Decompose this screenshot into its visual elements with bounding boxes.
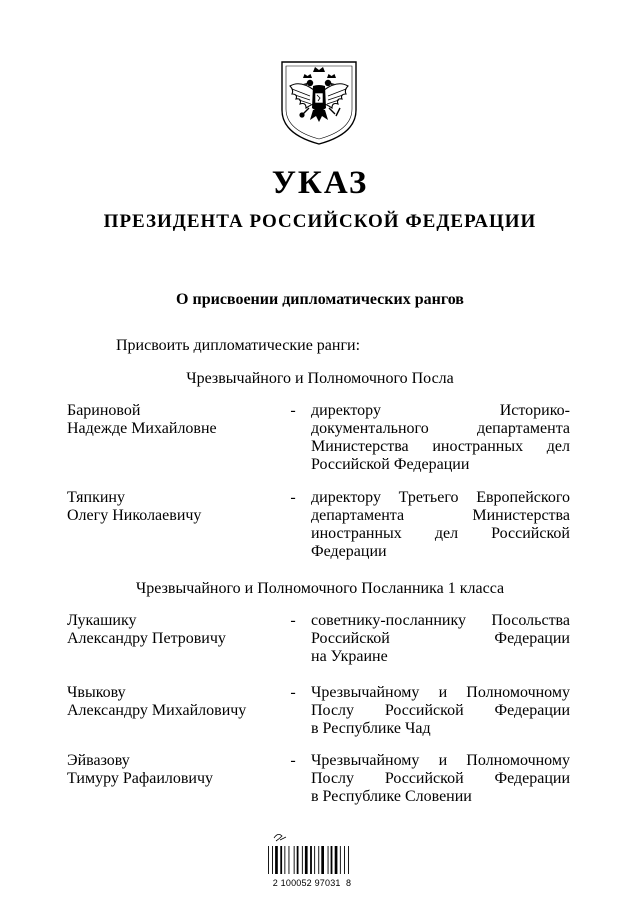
appointee-given-names: Олегу Николаевичу	[67, 507, 202, 524]
position-line: Федерации	[311, 543, 387, 560]
decree-intro: Присвоить дипломатические ранги:	[116, 337, 361, 354]
appointee-surname: Чвыкову	[67, 684, 126, 701]
appointee-name	[67, 684, 277, 720]
position-line: Чрезвычайному и Полномочному	[311, 684, 570, 701]
appointee-surname: Лукашику	[67, 612, 137, 629]
entry-dash: -	[290, 752, 296, 769]
position-line: на Украине	[311, 648, 388, 665]
appointee-position	[311, 752, 570, 806]
entry-dash: -	[290, 612, 296, 629]
appointee-name	[67, 402, 277, 438]
appointee-given-names: Александру Михайловичу	[67, 702, 247, 719]
appointee-position	[311, 612, 570, 666]
barcode	[266, 832, 358, 888]
rank-title: Чрезвычайного и Полномочного Посла	[186, 370, 454, 387]
appointee-surname: Бариновой	[67, 402, 141, 419]
appointee-name	[67, 612, 277, 648]
coat-of-arms-icon	[276, 58, 362, 146]
entry-dash: -	[290, 489, 296, 506]
appointee-given-names: Тимуру Рафаиловичу	[67, 770, 214, 787]
position-line: Чрезвычайному и Полномочному	[311, 752, 570, 769]
appointee-name	[67, 489, 277, 525]
entry-dash: -	[290, 684, 296, 701]
position-line: Российской Федерации	[311, 630, 570, 647]
appointee-name	[67, 752, 277, 788]
decree-subtitle: ПРЕЗИДЕНТА РОССИЙСКОЙ ФЕДЕРАЦИИ	[103, 211, 537, 232]
position-line: иностранных дел Российской	[311, 525, 570, 542]
rank-title: Чрезвычайного и Полномочного Посланника 1 класса	[135, 580, 505, 597]
appointee-given-names: Надежде Михайловне	[67, 420, 217, 437]
position-line: Министерства иностранных дел	[311, 438, 570, 455]
position-line: департамента Министерства	[311, 507, 570, 524]
appointee-position	[311, 489, 570, 561]
position-line: советнику-посланнику Посольства	[311, 612, 570, 629]
position-line: в Республике Словении	[311, 788, 472, 805]
barcode-icon	[266, 832, 358, 876]
position-line: Послу Российской Федерации	[311, 702, 570, 719]
position-line: документального департамента	[311, 420, 570, 437]
appointee-given-names: Александру Петровичу	[67, 630, 226, 647]
appointee-position	[311, 402, 570, 474]
position-line: директору Историко-	[311, 402, 570, 419]
position-line: Российской Федерации	[311, 456, 470, 473]
appointee-surname: Тяпкину	[67, 489, 125, 506]
decree-title: УКАЗ	[271, 165, 369, 201]
appointee-position	[311, 684, 570, 738]
entry-dash: -	[290, 402, 296, 419]
appointee-surname: Эйвазову	[67, 752, 130, 769]
position-line: Послу Российской Федерации	[311, 770, 570, 787]
decree-heading: О присвоении дипломатических рангов	[176, 291, 464, 308]
position-line: в Республике Чад	[311, 720, 431, 737]
barcode-number: 2 100052 97031 8	[272, 878, 352, 888]
position-line: директору Третьего Европейского	[311, 489, 570, 506]
